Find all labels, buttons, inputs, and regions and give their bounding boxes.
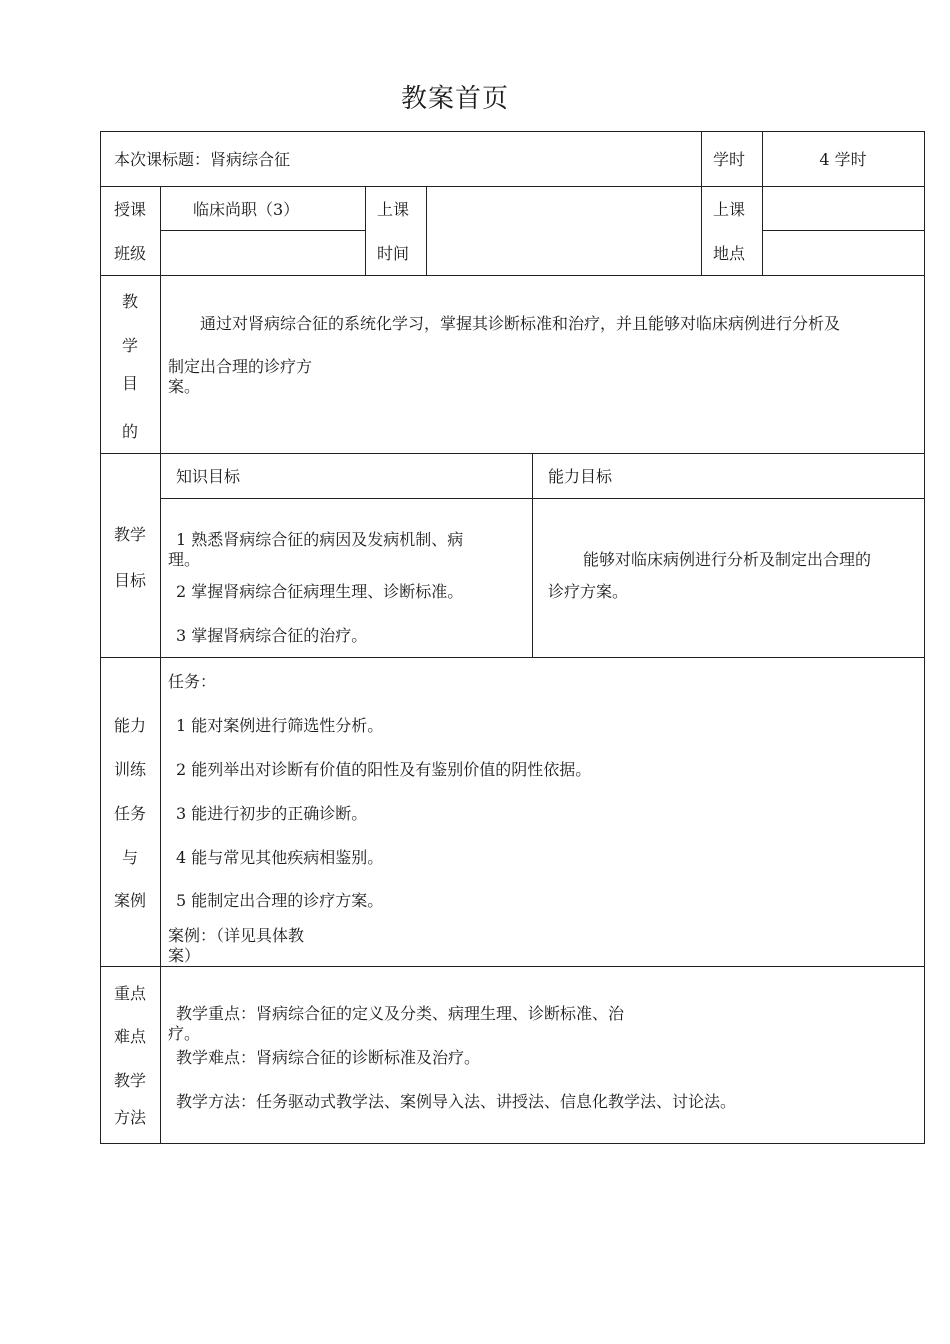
table-border-right <box>924 131 925 1143</box>
hours-value: 4 学时 <box>819 150 867 169</box>
key-point: 疗。 <box>168 1024 201 1043</box>
key-label-line: 难点 <box>113 1027 146 1046</box>
row-divider <box>100 453 925 454</box>
page-title: 教案首页 <box>400 84 509 114</box>
row-divider <box>762 230 925 231</box>
purpose-text: 制定出合理的诊疗方 <box>168 357 313 376</box>
knowledge-item: 1 熟悉肾病综合征的病因及发病机制、病 <box>176 530 464 549</box>
row-divider <box>100 966 925 967</box>
col-divider <box>365 186 366 275</box>
col-divider <box>426 186 427 275</box>
knowledge-item: 理。 <box>168 550 201 569</box>
row-divider <box>160 498 925 499</box>
key-label-line: 重点 <box>113 984 146 1003</box>
col-divider <box>532 453 533 657</box>
class-label: 班级 <box>114 244 147 263</box>
training-label-line: 案例 <box>113 891 146 910</box>
row-divider <box>100 657 925 658</box>
key-label-line: 教学 <box>113 1071 146 1090</box>
case-text: 案例：（详见具体教 <box>168 926 305 945</box>
training-label-line: 训练 <box>113 760 146 779</box>
table-border-top <box>100 131 925 132</box>
place-label: 地点 <box>713 244 746 263</box>
knowledge-item: 3 掌握肾病综合征的治疗。 <box>176 626 368 645</box>
ability-text: 能够对临床病例进行分析及制定出合理的 <box>583 550 872 569</box>
time-label: 时间 <box>377 244 410 263</box>
training-label-line: 与 <box>121 848 138 867</box>
training-label-line: 能力 <box>113 716 146 735</box>
class-value: 临床尚职（3） <box>193 200 300 219</box>
row-divider <box>100 275 925 276</box>
purpose-text: 通过对肾病综合征的系统化学习，掌握其诊断标准和治疗，并且能够对临床病例进行分析及 <box>200 314 841 333</box>
knowledge-item: 2 掌握肾病综合征病理生理、诊断标准。 <box>176 582 464 601</box>
purpose-label-char: 教 <box>121 292 138 311</box>
hours-label: 学时 <box>713 150 746 169</box>
task-item: 4 能与常见其他疾病相鉴别。 <box>176 848 384 867</box>
table-border-bottom <box>100 1143 925 1144</box>
class-label: 授课 <box>114 200 147 219</box>
difficulty: 教学难点：肾病综合征的诊断标准及治疗。 <box>176 1048 481 1067</box>
task-item: 1 能对案例进行筛选性分析。 <box>176 716 384 735</box>
col-divider <box>160 186 161 1143</box>
row-divider <box>100 186 925 187</box>
purpose-label-char: 学 <box>121 336 138 355</box>
ability-text: 诊疗方案。 <box>548 582 629 601</box>
key-point: 教学重点：肾病综合征的定义及分类、病理生理、诊断标准、治 <box>176 1004 625 1023</box>
row-divider <box>160 230 365 231</box>
knowledge-header: 知识目标 <box>176 467 241 486</box>
col-divider <box>701 131 702 275</box>
course-topic: 本次课标题：肾病综合征 <box>114 150 291 169</box>
task-item: 5 能制定出合理的诊疗方案。 <box>176 891 384 910</box>
purpose-label-char: 目 <box>121 374 138 393</box>
goals-label: 目标 <box>113 571 146 590</box>
purpose-label-char: 的 <box>121 422 138 441</box>
teaching-method: 教学方法：任务驱动式教学法、案例导入法、讲授法、信息化教学法、讨论法。 <box>176 1092 737 1111</box>
goals-label: 教学 <box>113 525 146 544</box>
time-label: 上课 <box>377 200 410 219</box>
ability-header: 能力目标 <box>548 467 613 486</box>
tasks-header: 任务： <box>168 672 217 691</box>
case-text: 案） <box>168 946 201 965</box>
purpose-text: 案。 <box>168 377 201 396</box>
task-item: 3 能进行初步的正确诊断。 <box>176 804 368 823</box>
training-label-line: 任务 <box>113 804 146 823</box>
key-label-line: 方法 <box>113 1108 146 1127</box>
task-item: 2 能列举出对诊断有价值的阳性及有鉴别价值的阴性依据。 <box>176 760 592 779</box>
place-label: 上课 <box>713 200 746 219</box>
